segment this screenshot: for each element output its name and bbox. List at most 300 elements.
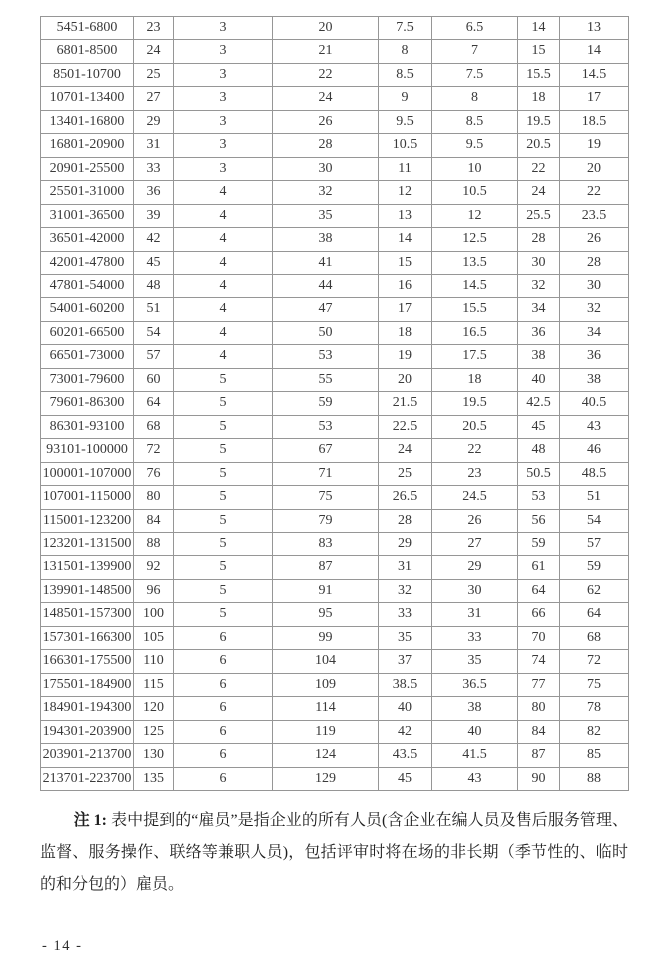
range-cell: 5451-6800 bbox=[41, 17, 134, 40]
table-row bbox=[41, 228, 629, 251]
value-cell: 38 bbox=[432, 697, 518, 720]
value-cell: 3 bbox=[174, 40, 273, 63]
value-cell: 29 bbox=[432, 556, 518, 579]
value-cell: 14.5 bbox=[560, 63, 629, 86]
value-cell: 119 bbox=[273, 720, 379, 743]
value-cell: 80 bbox=[134, 486, 174, 509]
value-cell: 5 bbox=[174, 486, 273, 509]
value-cell: 15 bbox=[518, 40, 560, 63]
value-cell: 13.5 bbox=[432, 251, 518, 274]
table-row bbox=[41, 345, 629, 368]
value-cell: 57 bbox=[560, 532, 629, 555]
value-cell: 15 bbox=[379, 251, 432, 274]
value-cell: 21.5 bbox=[379, 392, 432, 415]
value-cell: 125 bbox=[134, 720, 174, 743]
value-cell: 32 bbox=[560, 298, 629, 321]
value-cell: 110 bbox=[134, 650, 174, 673]
value-cell: 100 bbox=[134, 603, 174, 626]
value-cell: 43 bbox=[432, 767, 518, 790]
value-cell: 83 bbox=[273, 532, 379, 555]
value-cell: 6 bbox=[174, 744, 273, 767]
value-cell: 42 bbox=[379, 720, 432, 743]
value-cell: 20 bbox=[273, 17, 379, 40]
value-cell: 20.5 bbox=[518, 134, 560, 157]
value-cell: 50 bbox=[273, 321, 379, 344]
value-cell: 13 bbox=[379, 204, 432, 227]
value-cell: 99 bbox=[273, 626, 379, 649]
score-table-body bbox=[41, 17, 629, 791]
value-cell: 68 bbox=[134, 415, 174, 438]
value-cell: 64 bbox=[560, 603, 629, 626]
table-row bbox=[41, 532, 629, 555]
value-cell: 4 bbox=[174, 321, 273, 344]
value-cell: 84 bbox=[134, 509, 174, 532]
range-cell: 31001-36500 bbox=[41, 204, 134, 227]
value-cell: 96 bbox=[134, 579, 174, 602]
table-row bbox=[41, 40, 629, 63]
value-cell: 17.5 bbox=[432, 345, 518, 368]
range-cell: 123201-131500 bbox=[41, 532, 134, 555]
value-cell: 17 bbox=[560, 87, 629, 110]
range-cell: 100001-107000 bbox=[41, 462, 134, 485]
value-cell: 34 bbox=[518, 298, 560, 321]
value-cell: 114 bbox=[273, 697, 379, 720]
range-cell: 166301-175500 bbox=[41, 650, 134, 673]
value-cell: 24.5 bbox=[432, 486, 518, 509]
table-row bbox=[41, 673, 629, 696]
value-cell: 22 bbox=[518, 157, 560, 180]
table-row bbox=[41, 87, 629, 110]
value-cell: 82 bbox=[560, 720, 629, 743]
value-cell: 75 bbox=[273, 486, 379, 509]
value-cell: 72 bbox=[560, 650, 629, 673]
value-cell: 9.5 bbox=[432, 134, 518, 157]
value-cell: 4 bbox=[174, 228, 273, 251]
table-row bbox=[41, 439, 629, 462]
range-cell: 10701-13400 bbox=[41, 87, 134, 110]
table-row bbox=[41, 744, 629, 767]
value-cell: 6 bbox=[174, 767, 273, 790]
value-cell: 61 bbox=[518, 556, 560, 579]
range-cell: 213701-223700 bbox=[41, 767, 134, 790]
value-cell: 56 bbox=[518, 509, 560, 532]
value-cell: 5 bbox=[174, 368, 273, 391]
range-cell: 148501-157300 bbox=[41, 603, 134, 626]
table-row bbox=[41, 157, 629, 180]
footnote bbox=[40, 805, 628, 901]
value-cell: 6 bbox=[174, 673, 273, 696]
value-cell: 71 bbox=[273, 462, 379, 485]
value-cell: 26 bbox=[432, 509, 518, 532]
value-cell: 42.5 bbox=[518, 392, 560, 415]
value-cell: 22.5 bbox=[379, 415, 432, 438]
value-cell: 51 bbox=[134, 298, 174, 321]
value-cell: 14 bbox=[379, 228, 432, 251]
value-cell: 72 bbox=[134, 439, 174, 462]
value-cell: 130 bbox=[134, 744, 174, 767]
value-cell: 48 bbox=[518, 439, 560, 462]
value-cell: 78 bbox=[560, 697, 629, 720]
value-cell: 26 bbox=[560, 228, 629, 251]
value-cell: 4 bbox=[174, 181, 273, 204]
value-cell: 8 bbox=[432, 87, 518, 110]
range-cell: 93101-100000 bbox=[41, 439, 134, 462]
value-cell: 10.5 bbox=[432, 181, 518, 204]
value-cell: 13 bbox=[560, 17, 629, 40]
value-cell: 18 bbox=[379, 321, 432, 344]
value-cell: 77 bbox=[518, 673, 560, 696]
value-cell: 40 bbox=[432, 720, 518, 743]
value-cell: 12 bbox=[379, 181, 432, 204]
value-cell: 36 bbox=[134, 181, 174, 204]
value-cell: 29 bbox=[379, 532, 432, 555]
range-cell: 20901-25500 bbox=[41, 157, 134, 180]
value-cell: 109 bbox=[273, 673, 379, 696]
table-row bbox=[41, 134, 629, 157]
value-cell: 3 bbox=[174, 134, 273, 157]
value-cell: 88 bbox=[134, 532, 174, 555]
value-cell: 20 bbox=[379, 368, 432, 391]
table-row bbox=[41, 650, 629, 673]
range-cell: 73001-79600 bbox=[41, 368, 134, 391]
value-cell: 10 bbox=[432, 157, 518, 180]
value-cell: 32 bbox=[273, 181, 379, 204]
value-cell: 12 bbox=[432, 204, 518, 227]
range-cell: 66501-73000 bbox=[41, 345, 134, 368]
value-cell: 75 bbox=[560, 673, 629, 696]
value-cell: 5 bbox=[174, 439, 273, 462]
value-cell: 41 bbox=[273, 251, 379, 274]
table-row bbox=[41, 181, 629, 204]
value-cell: 85 bbox=[560, 744, 629, 767]
value-cell: 8 bbox=[379, 40, 432, 63]
value-cell: 5 bbox=[174, 509, 273, 532]
value-cell: 4 bbox=[174, 251, 273, 274]
range-cell: 54001-60200 bbox=[41, 298, 134, 321]
value-cell: 24 bbox=[379, 439, 432, 462]
value-cell: 47 bbox=[273, 298, 379, 321]
value-cell: 24 bbox=[134, 40, 174, 63]
range-cell: 16801-20900 bbox=[41, 134, 134, 157]
value-cell: 28 bbox=[379, 509, 432, 532]
value-cell: 25 bbox=[379, 462, 432, 485]
range-cell: 139901-148500 bbox=[41, 579, 134, 602]
footnote-label: 注 1: bbox=[73, 811, 112, 829]
value-cell: 18 bbox=[432, 368, 518, 391]
value-cell: 19.5 bbox=[518, 110, 560, 133]
value-cell: 22 bbox=[560, 181, 629, 204]
table-row bbox=[41, 63, 629, 86]
value-cell: 104 bbox=[273, 650, 379, 673]
table-row bbox=[41, 697, 629, 720]
value-cell: 14 bbox=[518, 17, 560, 40]
value-cell: 16 bbox=[379, 274, 432, 297]
value-cell: 120 bbox=[134, 697, 174, 720]
value-cell: 26.5 bbox=[379, 486, 432, 509]
value-cell: 105 bbox=[134, 626, 174, 649]
value-cell: 53 bbox=[273, 415, 379, 438]
value-cell: 45 bbox=[134, 251, 174, 274]
value-cell: 6 bbox=[174, 697, 273, 720]
value-cell: 5 bbox=[174, 603, 273, 626]
range-cell: 131501-139900 bbox=[41, 556, 134, 579]
value-cell: 3 bbox=[174, 110, 273, 133]
footnote-text: 表中提到的“雇员”是指企业的所有人员(含企业在编人员及售后服务管理、监督、服务操作、联络等兼职人员)，包括评审时将在场的非长期（季节性的、临时的和分包的）雇员。 bbox=[40, 811, 628, 893]
value-cell: 24 bbox=[273, 87, 379, 110]
value-cell: 10.5 bbox=[379, 134, 432, 157]
value-cell: 15.5 bbox=[432, 298, 518, 321]
value-cell: 31 bbox=[134, 134, 174, 157]
range-cell: 203901-213700 bbox=[41, 744, 134, 767]
value-cell: 59 bbox=[273, 392, 379, 415]
range-cell: 184901-194300 bbox=[41, 697, 134, 720]
score-table bbox=[40, 16, 629, 791]
value-cell: 38 bbox=[273, 228, 379, 251]
range-cell: 79601-86300 bbox=[41, 392, 134, 415]
range-cell: 25501-31000 bbox=[41, 181, 134, 204]
range-cell: 194301-203900 bbox=[41, 720, 134, 743]
value-cell: 92 bbox=[134, 556, 174, 579]
value-cell: 19.5 bbox=[432, 392, 518, 415]
value-cell: 35 bbox=[432, 650, 518, 673]
value-cell: 41.5 bbox=[432, 744, 518, 767]
value-cell: 62 bbox=[560, 579, 629, 602]
table-row bbox=[41, 298, 629, 321]
value-cell: 24 bbox=[518, 181, 560, 204]
value-cell: 59 bbox=[560, 556, 629, 579]
range-cell: 86301-93100 bbox=[41, 415, 134, 438]
table-row bbox=[41, 720, 629, 743]
value-cell: 91 bbox=[273, 579, 379, 602]
value-cell: 48.5 bbox=[560, 462, 629, 485]
value-cell: 3 bbox=[174, 63, 273, 86]
value-cell: 30 bbox=[432, 579, 518, 602]
value-cell: 51 bbox=[560, 486, 629, 509]
value-cell: 7.5 bbox=[432, 63, 518, 86]
value-cell: 37 bbox=[379, 650, 432, 673]
value-cell: 43 bbox=[560, 415, 629, 438]
value-cell: 59 bbox=[518, 532, 560, 555]
value-cell: 4 bbox=[174, 274, 273, 297]
value-cell: 26 bbox=[273, 110, 379, 133]
value-cell: 57 bbox=[134, 345, 174, 368]
value-cell: 33 bbox=[134, 157, 174, 180]
table-row bbox=[41, 486, 629, 509]
value-cell: 33 bbox=[379, 603, 432, 626]
value-cell: 19 bbox=[379, 345, 432, 368]
value-cell: 9 bbox=[379, 87, 432, 110]
value-cell: 38.5 bbox=[379, 673, 432, 696]
value-cell: 34 bbox=[560, 321, 629, 344]
table-row bbox=[41, 392, 629, 415]
value-cell: 84 bbox=[518, 720, 560, 743]
value-cell: 11 bbox=[379, 157, 432, 180]
range-cell: 42001-47800 bbox=[41, 251, 134, 274]
value-cell: 7.5 bbox=[379, 17, 432, 40]
value-cell: 6 bbox=[174, 720, 273, 743]
value-cell: 5 bbox=[174, 579, 273, 602]
value-cell: 7 bbox=[432, 40, 518, 63]
range-cell: 6801-8500 bbox=[41, 40, 134, 63]
value-cell: 88 bbox=[560, 767, 629, 790]
value-cell: 22 bbox=[273, 63, 379, 86]
page-number: - 14 - bbox=[42, 938, 83, 954]
value-cell: 53 bbox=[273, 345, 379, 368]
range-cell: 47801-54000 bbox=[41, 274, 134, 297]
table-row bbox=[41, 556, 629, 579]
table-row bbox=[41, 274, 629, 297]
table-row bbox=[41, 204, 629, 227]
value-cell: 29 bbox=[134, 110, 174, 133]
value-cell: 67 bbox=[273, 439, 379, 462]
value-cell: 23.5 bbox=[560, 204, 629, 227]
table-row bbox=[41, 251, 629, 274]
value-cell: 87 bbox=[273, 556, 379, 579]
table-row bbox=[41, 579, 629, 602]
value-cell: 87 bbox=[518, 744, 560, 767]
value-cell: 33 bbox=[432, 626, 518, 649]
value-cell: 60 bbox=[134, 368, 174, 391]
value-cell: 38 bbox=[560, 368, 629, 391]
value-cell: 44 bbox=[273, 274, 379, 297]
value-cell: 43.5 bbox=[379, 744, 432, 767]
range-cell: 36501-42000 bbox=[41, 228, 134, 251]
table-row bbox=[41, 321, 629, 344]
value-cell: 129 bbox=[273, 767, 379, 790]
value-cell: 8.5 bbox=[432, 110, 518, 133]
value-cell: 38 bbox=[518, 345, 560, 368]
value-cell: 14.5 bbox=[432, 274, 518, 297]
value-cell: 135 bbox=[134, 767, 174, 790]
value-cell: 30 bbox=[273, 157, 379, 180]
value-cell: 22 bbox=[432, 439, 518, 462]
value-cell: 5 bbox=[174, 532, 273, 555]
value-cell: 35 bbox=[379, 626, 432, 649]
value-cell: 74 bbox=[518, 650, 560, 673]
value-cell: 50.5 bbox=[518, 462, 560, 485]
value-cell: 28 bbox=[518, 228, 560, 251]
range-cell: 60201-66500 bbox=[41, 321, 134, 344]
value-cell: 54 bbox=[560, 509, 629, 532]
table-row bbox=[41, 626, 629, 649]
value-cell: 27 bbox=[134, 87, 174, 110]
value-cell: 5 bbox=[174, 392, 273, 415]
value-cell: 6 bbox=[174, 626, 273, 649]
value-cell: 115 bbox=[134, 673, 174, 696]
value-cell: 3 bbox=[174, 87, 273, 110]
value-cell: 8.5 bbox=[379, 63, 432, 86]
value-cell: 5 bbox=[174, 415, 273, 438]
value-cell: 12.5 bbox=[432, 228, 518, 251]
value-cell: 30 bbox=[518, 251, 560, 274]
value-cell: 31 bbox=[432, 603, 518, 626]
value-cell: 40 bbox=[379, 697, 432, 720]
value-cell: 46 bbox=[560, 439, 629, 462]
value-cell: 4 bbox=[174, 345, 273, 368]
value-cell: 17 bbox=[379, 298, 432, 321]
value-cell: 28 bbox=[273, 134, 379, 157]
value-cell: 5 bbox=[174, 556, 273, 579]
value-cell: 9.5 bbox=[379, 110, 432, 133]
range-cell: 8501-10700 bbox=[41, 63, 134, 86]
value-cell: 32 bbox=[518, 274, 560, 297]
value-cell: 42 bbox=[134, 228, 174, 251]
value-cell: 40.5 bbox=[560, 392, 629, 415]
table-row bbox=[41, 462, 629, 485]
value-cell: 35 bbox=[273, 204, 379, 227]
value-cell: 70 bbox=[518, 626, 560, 649]
value-cell: 53 bbox=[518, 486, 560, 509]
range-cell: 175501-184900 bbox=[41, 673, 134, 696]
value-cell: 3 bbox=[174, 157, 273, 180]
value-cell: 25 bbox=[134, 63, 174, 86]
value-cell: 30 bbox=[560, 274, 629, 297]
value-cell: 28 bbox=[560, 251, 629, 274]
value-cell: 18 bbox=[518, 87, 560, 110]
value-cell: 3 bbox=[174, 17, 273, 40]
value-cell: 20.5 bbox=[432, 415, 518, 438]
value-cell: 4 bbox=[174, 204, 273, 227]
value-cell: 64 bbox=[518, 579, 560, 602]
value-cell: 66 bbox=[518, 603, 560, 626]
value-cell: 80 bbox=[518, 697, 560, 720]
table-row bbox=[41, 368, 629, 391]
range-cell: 157301-166300 bbox=[41, 626, 134, 649]
range-cell: 13401-16800 bbox=[41, 110, 134, 133]
value-cell: 95 bbox=[273, 603, 379, 626]
value-cell: 45 bbox=[379, 767, 432, 790]
table-row bbox=[41, 509, 629, 532]
value-cell: 79 bbox=[273, 509, 379, 532]
value-cell: 18.5 bbox=[560, 110, 629, 133]
value-cell: 25.5 bbox=[518, 204, 560, 227]
value-cell: 4 bbox=[174, 298, 273, 321]
value-cell: 36 bbox=[560, 345, 629, 368]
value-cell: 76 bbox=[134, 462, 174, 485]
value-cell: 14 bbox=[560, 40, 629, 63]
value-cell: 16.5 bbox=[432, 321, 518, 344]
table-row bbox=[41, 17, 629, 40]
table-row bbox=[41, 110, 629, 133]
value-cell: 48 bbox=[134, 274, 174, 297]
value-cell: 27 bbox=[432, 532, 518, 555]
value-cell: 40 bbox=[518, 368, 560, 391]
value-cell: 90 bbox=[518, 767, 560, 790]
value-cell: 124 bbox=[273, 744, 379, 767]
value-cell: 15.5 bbox=[518, 63, 560, 86]
value-cell: 6.5 bbox=[432, 17, 518, 40]
value-cell: 19 bbox=[560, 134, 629, 157]
value-cell: 39 bbox=[134, 204, 174, 227]
value-cell: 54 bbox=[134, 321, 174, 344]
table-row bbox=[41, 415, 629, 438]
table-row bbox=[41, 603, 629, 626]
range-cell: 107001-115000 bbox=[41, 486, 134, 509]
value-cell: 5 bbox=[174, 462, 273, 485]
table-row bbox=[41, 767, 629, 790]
value-cell: 45 bbox=[518, 415, 560, 438]
value-cell: 36.5 bbox=[432, 673, 518, 696]
value-cell: 6 bbox=[174, 650, 273, 673]
value-cell: 36 bbox=[518, 321, 560, 344]
value-cell: 20 bbox=[560, 157, 629, 180]
range-cell: 115001-123200 bbox=[41, 509, 134, 532]
value-cell: 55 bbox=[273, 368, 379, 391]
value-cell: 64 bbox=[134, 392, 174, 415]
value-cell: 32 bbox=[379, 579, 432, 602]
value-cell: 23 bbox=[134, 17, 174, 40]
value-cell: 23 bbox=[432, 462, 518, 485]
